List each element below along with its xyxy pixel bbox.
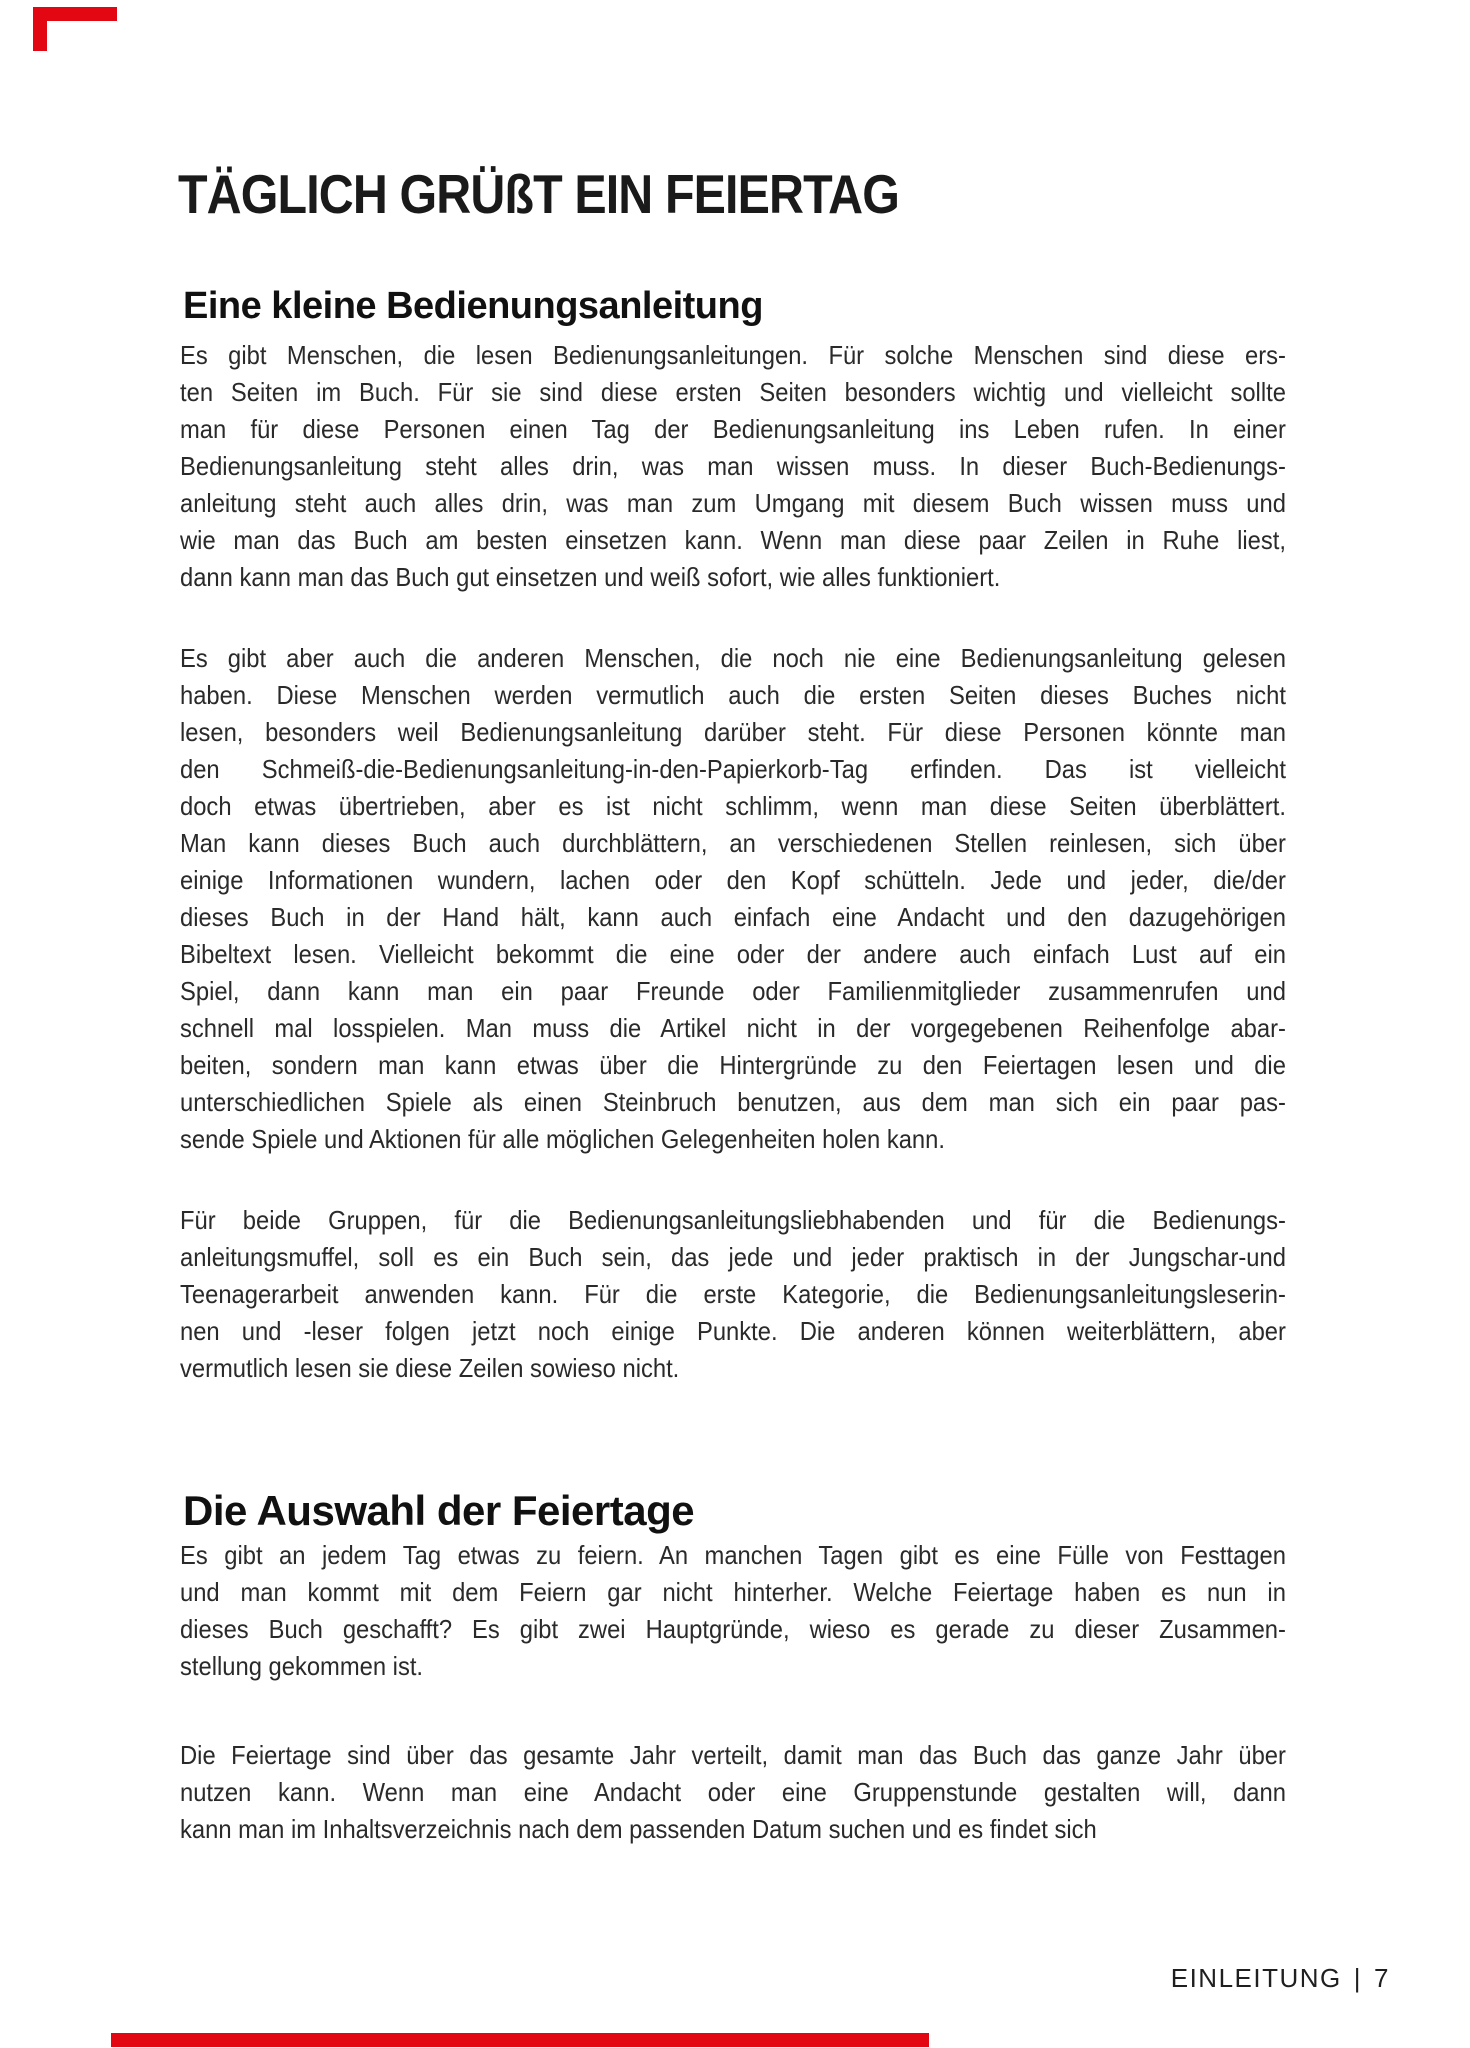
text-line: schnell mal losspielen. Man muss die Artikel nicht in der vorgegebenen Reihenfolge abar-: [180, 1013, 1286, 1043]
text-line: lesen, besonders weil Bedienungsanleitung darüber steht. Für diese Personen könnte man: [180, 717, 1286, 747]
footer-chapter-label: EINLEITUNG: [1170, 1963, 1342, 1993]
text-line: Teenagerarbeit anwenden kann. Für die erste Kategorie, die Bedienungsanleitungsleserin-: [180, 1279, 1286, 1309]
text-line: wie man das Buch am besten einsetzen kann. Wenn man diese paar Zeilen in Ruhe liest,: [180, 525, 1286, 555]
text-line: anleitung steht auch alles drin, was man zum Umgang mit diesem Buch wissen muss und: [180, 488, 1286, 518]
page-footer: [1171, 1963, 1390, 1993]
text-line: beiten, sondern man kann etwas über die Hintergründe zu den Feiertagen lesen und die: [180, 1050, 1286, 1080]
body-paragraph-5: [180, 1737, 1286, 1848]
page-title: TÄGLICH GRÜßT EIN FEIERTAG: [178, 162, 900, 225]
text-line: Für beide Gruppen, für die Bedienungsanleitungsliebhabenden und für die Bedienungs-: [180, 1205, 1286, 1235]
text-line: kann man im Inhaltsverzeichnis nach dem passenden Datum suchen und es findet sich: [180, 1814, 1097, 1844]
text-line: und man kommt mit dem Feiern gar nicht hinterher. Welche Feiertage haben es nun in: [180, 1577, 1286, 1607]
text-line: vermutlich lesen sie diese Zeilen sowieso nicht.: [180, 1353, 680, 1383]
body-paragraph-4: [180, 1537, 1286, 1685]
text-line: anleitungsmuffel, soll es ein Buch sein, das jede und jeder praktisch in der Jungschar-und: [180, 1242, 1286, 1272]
red-footer-bar: [111, 2033, 929, 2047]
text-line: den Schmeiß-die-Bedienungsanleitung-in-den-Papierkorb-Tag erfinden. Das ist vielleicht: [180, 754, 1286, 784]
text-line: unterschiedlichen Spiele als einen Steinbruch benutzen, aus dem man sich ein paar pas-: [180, 1087, 1286, 1117]
text-line: sende Spiele und Aktionen für alle möglichen Gelegenheiten holen kann.: [180, 1124, 945, 1154]
text-line: Es gibt Menschen, die lesen Bedienungsanleitungen. Für solche Menschen sind diese ers-: [180, 340, 1286, 370]
text-line: doch etwas übertrieben, aber es ist nicht schlimm, wenn man diese Seiten überblättert.: [180, 791, 1286, 821]
red-corner-mark-vertical: [33, 7, 47, 51]
footer-page-number: 7: [1374, 1963, 1390, 1993]
text-line: man für diese Personen einen Tag der Bedienungsanleitung ins Leben rufen. In einer: [180, 414, 1286, 444]
text-line: Bedienungsanleitung steht alles drin, was man wissen muss. In dieser Buch-Bedienungs-: [180, 451, 1286, 481]
text-line: einige Informationen wundern, lachen oder den Kopf schütteln. Jede und jeder, die/der: [180, 865, 1286, 895]
text-line: nutzen kann. Wenn man eine Andacht oder eine Gruppenstunde gestalten will, dann: [180, 1777, 1286, 1807]
text-line: Die Feiertage sind über das gesamte Jahr verteilt, damit man das Buch das ganze Jahr über: [180, 1740, 1286, 1770]
text-line: Es gibt an jedem Tag etwas zu feiern. An manchen Tagen gibt es eine Fülle von Festtagen: [180, 1540, 1286, 1570]
text-line: Spiel, dann kann man ein paar Freunde oder Familienmitglieder zusammenrufen und: [180, 976, 1286, 1006]
body-paragraph-3: [180, 1202, 1286, 1387]
text-line: dieses Buch in der Hand hält, kann auch einfach eine Andacht und den dazugehörigen: [180, 902, 1286, 932]
text-line: dieses Buch geschafft? Es gibt zwei Hauptgründe, wieso es gerade zu dieser Zusammen-: [180, 1614, 1286, 1644]
footer-separator: |: [1353, 1963, 1363, 1993]
text-line: stellung gekommen ist.: [180, 1651, 424, 1681]
text-line: nen und -leser folgen jetzt noch einige Punkte. Die anderen können weiterblättern, aber: [180, 1316, 1286, 1346]
text-line: Bibeltext lesen. Vielleicht bekommt die eine oder der andere auch einfach Lust auf ein: [180, 939, 1286, 969]
body-paragraph-2: [180, 640, 1286, 1158]
section-heading-bedienungsanleitung: Eine kleine Bedienungsanleitung: [183, 284, 763, 327]
text-line: ten Seiten im Buch. Für sie sind diese ersten Seiten besonders wichtig und vielleicht sollte: [180, 377, 1286, 407]
body-paragraph-1: [180, 337, 1286, 596]
text-line: Es gibt aber auch die anderen Menschen, die noch nie eine Bedienungsanleitung gelesen: [180, 643, 1286, 673]
text-line: Man kann dieses Buch auch durchblättern, an verschiedenen Stellen reinlesen, sich über: [180, 828, 1286, 858]
text-line: dann kann man das Buch gut einsetzen und weiß sofort, wie alles funktioniert.: [180, 562, 1001, 592]
section-heading-auswahl-der-feiertage: Die Auswahl der Feiertage: [183, 1486, 695, 1534]
text-line: haben. Diese Menschen werden vermutlich auch die ersten Seiten dieses Buches nicht: [180, 680, 1286, 710]
